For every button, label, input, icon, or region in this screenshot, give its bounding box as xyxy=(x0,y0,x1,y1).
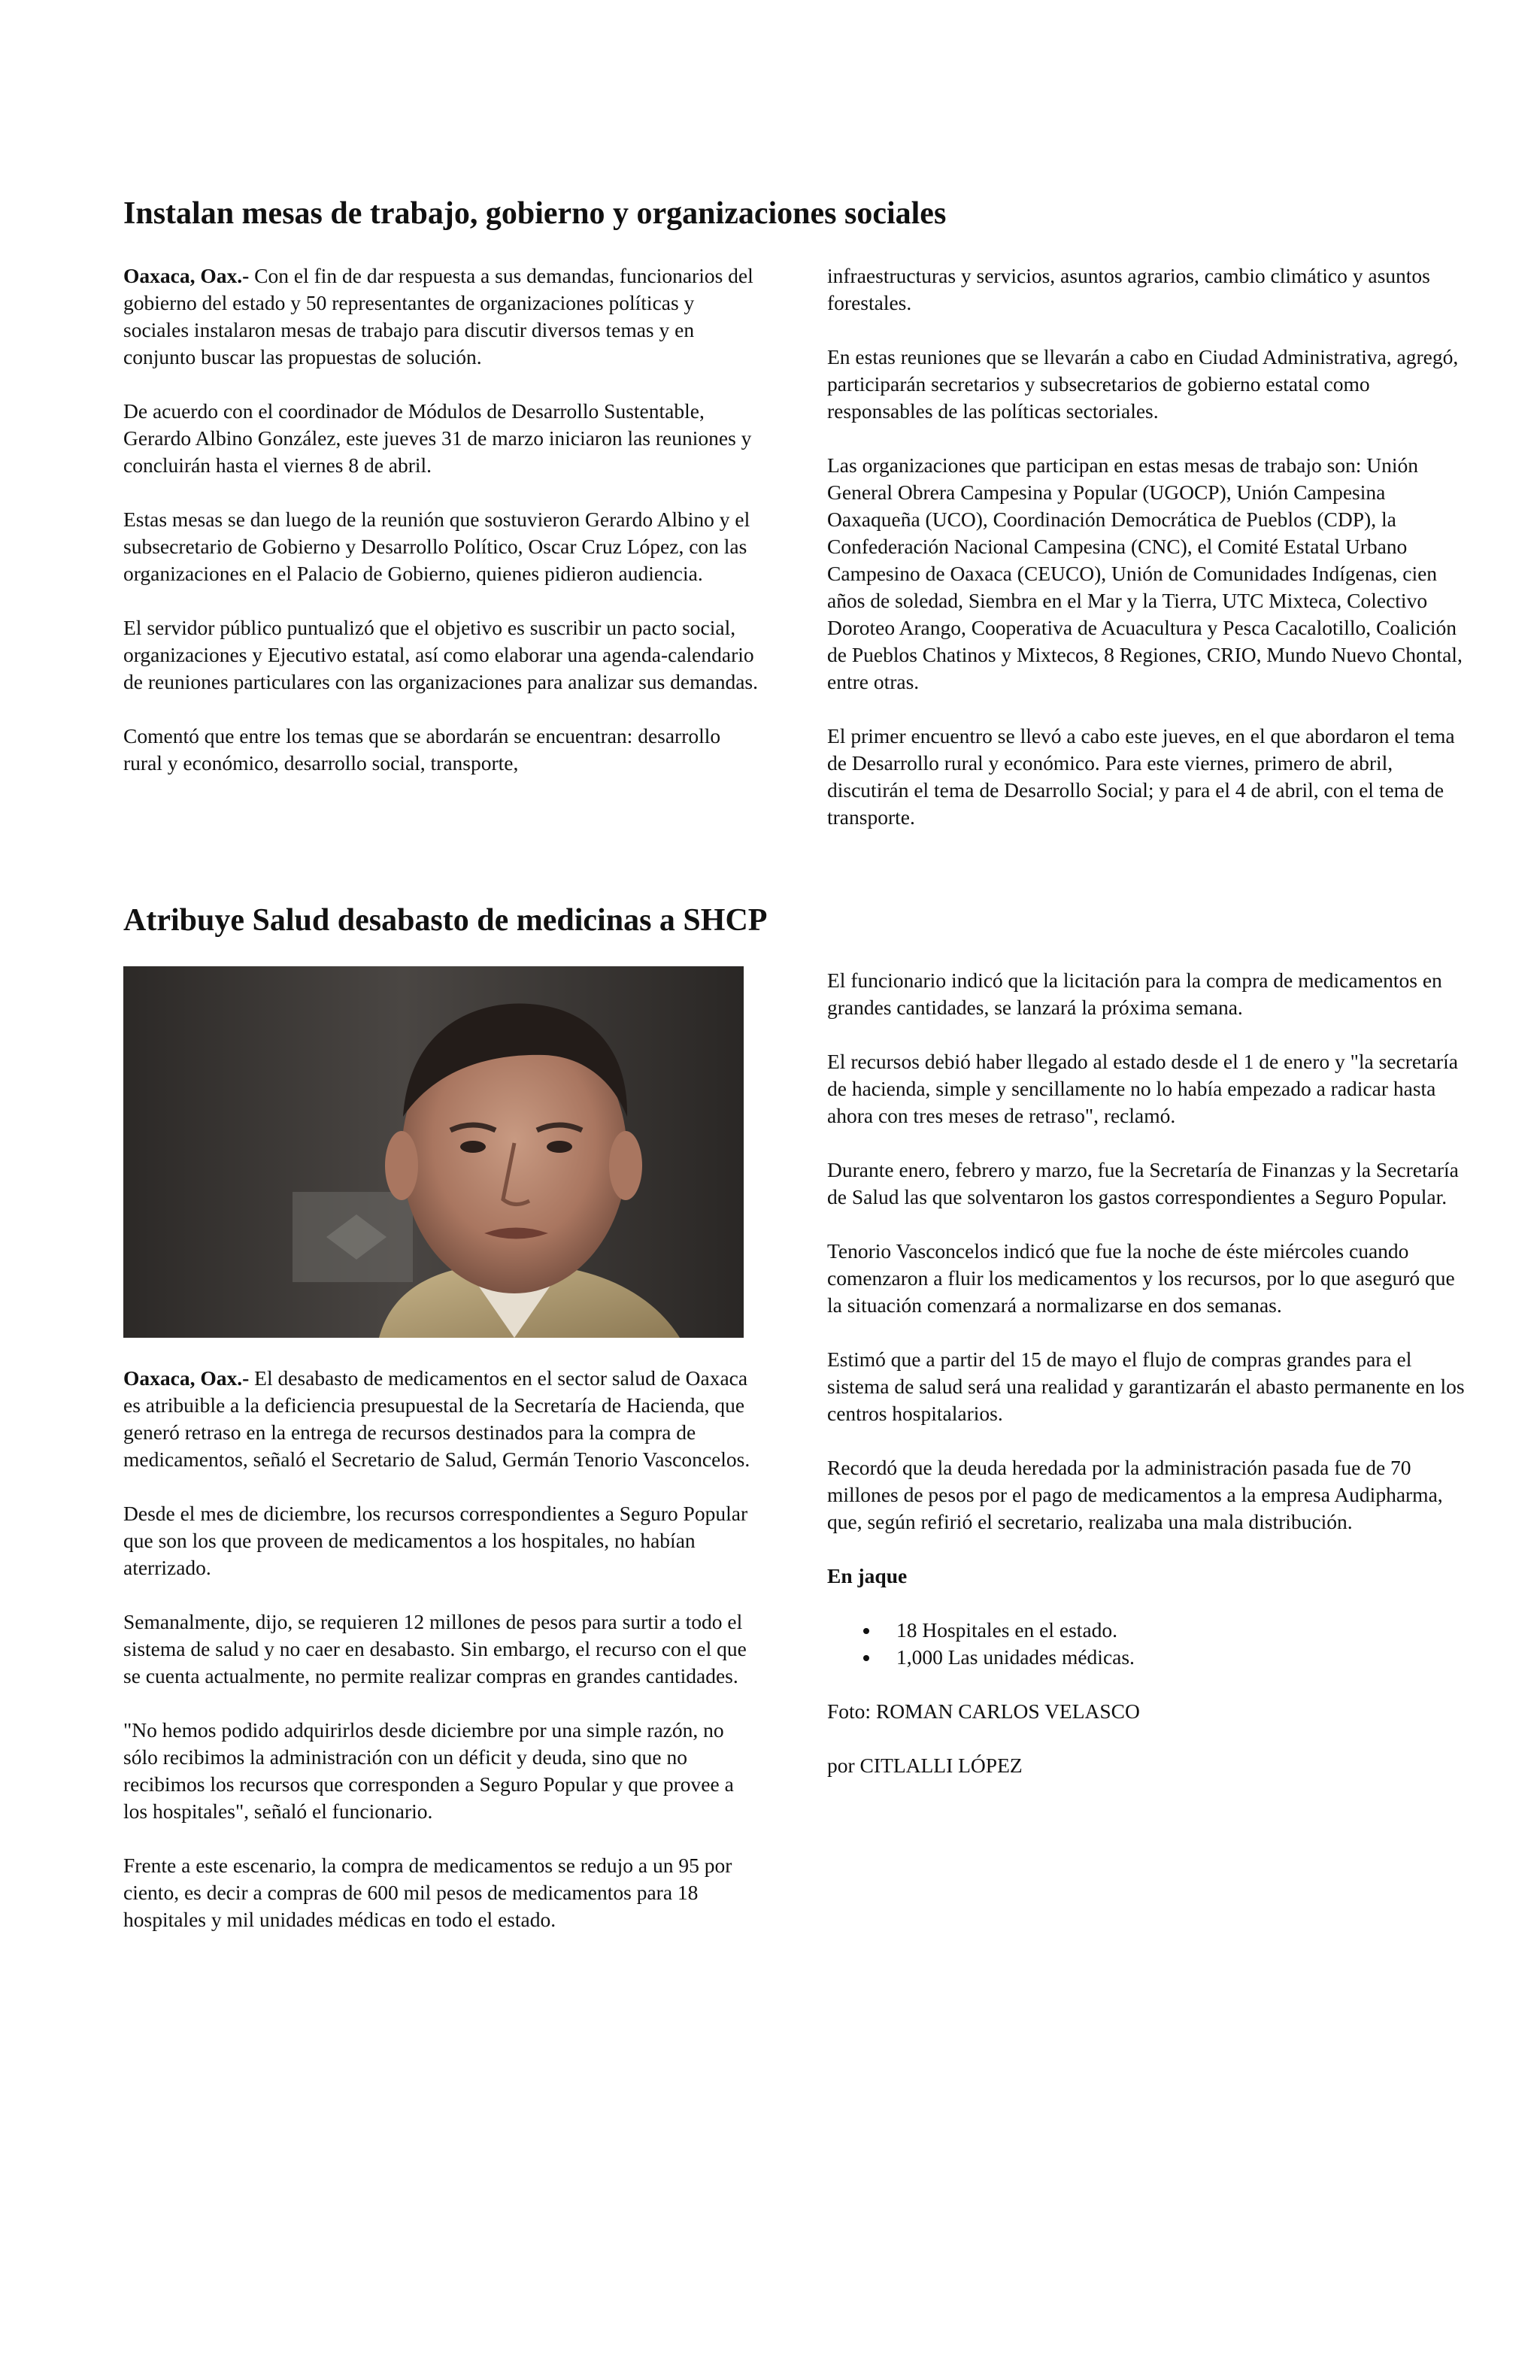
article1-paragraph: El primer encuentro se llevó a cabo este jueves, en el que abordaron el tema de Desarrollo rural y económico. Para este viernes, primero de abril, discutirán el tema de Desarrollo Social; y para el 4 de abril, con el tema de transporte. xyxy=(827,724,1455,829)
article2-column-right xyxy=(827,967,1466,1779)
article2-paragraph: Durante enero, febrero y marzo, fue la Secretaría de Finanzas y la Secretaría de Salud las que solventaron los gastos correspondientes a Seguro Popular. xyxy=(827,1158,1459,1208)
article2-paragraph: Tenorio Vasconcelos indicó que fue la noche de éste miércoles cuando comenzaron a fluir los medicamentos y los recursos, por lo que aseguró que la situación comenzará a normalizarse en dos semanas. xyxy=(827,1239,1455,1317)
article1-headline: Instalan mesas de trabajo, gobierno y organizaciones sociales xyxy=(123,196,947,231)
article2-paragraph: El funcionario indicó que la licitación para la compra de medicamentos en grandes cantidades, se lanzará la próxima semana. xyxy=(827,969,1442,1019)
article2-paragraph: El recursos debió haber llegado al estado desde el 1 de enero y "la secretaría de hacienda, simple y sencillamente no lo había empezado a radicar hasta ahora con tres meses de retraso", reclamó. xyxy=(827,1050,1458,1127)
article2-headline: Atribuye Salud desabasto de medicinas a SHCP xyxy=(123,903,768,938)
article2-paragraph: "No hemos podido adquirirlos desde diciembre por una simple razón, no sólo recibimos la administración con un déficit y deuda, sino que no recibimos los recursos que corresponden a Seguro Popular y que provee a los hospitales", señaló el funcionario. xyxy=(123,1718,734,1823)
photo-credit: Foto: ROMAN CARLOS VELASCO xyxy=(827,1699,1140,1723)
byline: por CITLALLI LÓPEZ xyxy=(827,1754,1023,1777)
sidebar-title: En jaque xyxy=(827,1564,908,1587)
article2-lead-text: El desabasto de medicamentos en el sector salud de Oaxaca es atribuible a la deficiencia presupuestal de la Secretaría de Hacienda, que generó retraso en la entrega de recursos destinados para la compra de medicamentos, señaló el Secretario de Salud, Germán Tenorio Vasconcelos. xyxy=(123,1366,750,1471)
article2-paragraph: Semanalmente, dijo, se requieren 12 millones de pesos para surtir a todo el sistema de salud y no caer en desabasto. Sin embargo, el recurso con el que se cuenta actualmente, no permite realizar compras en grandes cantidades. xyxy=(123,1610,747,1687)
sidebar-list xyxy=(827,1617,1466,1671)
article1-lead-paragraph xyxy=(123,262,762,371)
article1-paragraph: El servidor público puntualizó que el objetivo es suscribir un pacto social, organizaciones y Ejecutivo estatal, así como elaborar una agenda-calendario de reuniones particulares con las organizaciones para analizar sus demandas. xyxy=(123,616,759,693)
article2-lead-paragraph xyxy=(123,1365,762,1473)
article1-column-right xyxy=(827,262,1466,831)
article1-paragraph: En estas reuniones que se llevarán a cabo en Ciudad Administrativa, agregó, participarán secretarios y subsecretarios de gobierno estatal como responsables de las políticas sectoriales. xyxy=(827,345,1459,423)
portrait-photo-icon xyxy=(123,966,744,1338)
article2-paragraph: Recordó que la deuda heredada por la administración pasada fue de 70 millones de pesos por el pago de medicamentos a la empresa Audipharma, que, según refirió el secretario, realizaba una mala distribución. xyxy=(827,1456,1443,1533)
article2-dateline: Oaxaca, Oax.- xyxy=(123,1366,250,1390)
article1-column-left xyxy=(123,262,762,777)
article2-paragraph: Estimó que a partir del 15 de mayo el flujo de compras grandes para el sistema de salud será una realidad y garantizarán el abasto permanente en los centros hospitalarios. xyxy=(827,1348,1465,1425)
article2-paragraph: Frente a este escenario, la compra de medicamentos se redujo a un 95 por ciento, es decir a compras de 600 mil pesos de medicamentos para 18 hospitales y mil unidades médicas en todo el estado. xyxy=(123,1854,732,1931)
portrait-photo-image xyxy=(123,966,744,1338)
article1-paragraph: De acuerdo con el coordinador de Módulos de Desarrollo Sustentable, Gerardo Albino González, este jueves 31 de marzo iniciaron las reuniones y concluirán hasta el viernes 8 de abril. xyxy=(123,399,752,477)
article1-paragraph: Comentó que entre los temas que se abordarán se encuentran: desarrollo rural y económico, desarrollo social, transporte, xyxy=(123,724,721,775)
article1-lead-text: Con el fin de dar respuesta a sus demandas, funcionarios del gobierno del estado y 50 representantes de organizaciones políticas y sociales instalaron mesas de trabajo para discutir diversos temas y en conjunto buscar las propuestas de solución. xyxy=(123,264,753,368)
article2-paragraph: Desde el mes de diciembre, los recursos correspondientes a Seguro Popular que son los que proveen de medicamentos a los hospitales, no habían aterrizado. xyxy=(123,1502,748,1579)
article1-dateline: Oaxaca, Oax.- xyxy=(123,264,250,287)
sidebar-list-item: 18 Hospitales en el estado. xyxy=(896,1617,1466,1644)
article1-paragraph: Estas mesas se dan luego de la reunión que sostuvieron Gerardo Albino y el subsecretario de Gobierno y Desarrollo Político, Oscar Cruz López, con las organizaciones en el Palacio de Gobierno, quienes pidieron audiencia. xyxy=(123,508,750,585)
article1-paragraph: infraestructuras y servicios, asuntos agrarios, cambio climático y asuntos forestales. xyxy=(827,264,1430,314)
article1-paragraph: Las organizaciones que participan en estas mesas de trabajo son: Unión General Obrera Campesina y Popular (UGOCP), Unión Campesina Oaxaqueña (UCO), Coordinación Democrática de Pueblos (CDP), la Confederación Nacional Campesina (CNC), el Comité Estatal Urbano Campesino de Oaxaca (CEUCO), Unión de Comunidades Indígenas, cien años de soledad, Siembra en el Mar y la Tierra, UTC Mixteca, Colectivo Doroteo Arango, Cooperativa de Acuacultura y Pesca Cacalotillo, Coalición de Pueblos Chatinos y Mixtecos, 8 Regiones, CRIO, Mundo Nuevo Chontal, entre otras. xyxy=(827,453,1463,693)
article2-column-left xyxy=(123,1365,762,1933)
sidebar-list-item: 1,000 Las unidades médicas. xyxy=(896,1644,1466,1671)
